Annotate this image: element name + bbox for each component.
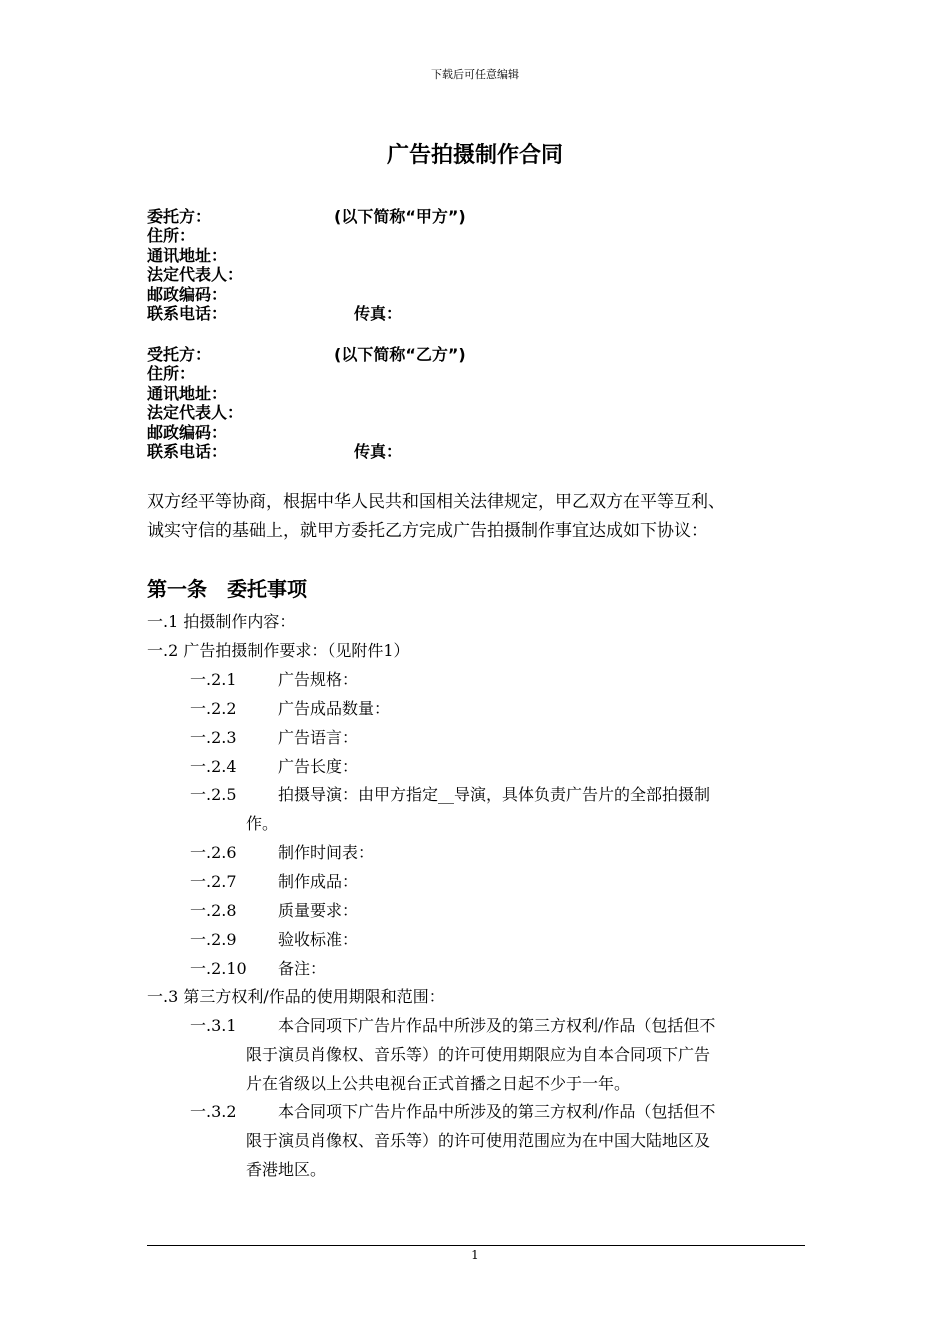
clause-1-3-2-line-1: 本合同项下广告片作品中所涉及的第三方权利/作品（包括但不 [278,1102,716,1121]
party-a-fax-label: 传真： [354,303,403,323]
party-a-postcode-label: 邮政编码： [147,284,228,304]
party-b-legal-rep-label: 法定代表人： [147,403,244,423]
clause-1-2-7-number: 一.2.7 [190,872,237,891]
party-a-block [147,207,466,323]
clause-1-2-2-text: 广告成品数量： [278,699,391,718]
article-1-title: 第一条 委托事项 [147,577,307,601]
party-a-residence-label: 住所： [147,226,196,246]
clause-1-2-5-number: 一.2.5 [190,785,237,804]
party-a-role: 委托方： [147,207,212,226]
clause-1-2-3-number: 一.2.3 [190,728,237,747]
party-b-role: 受托方： [147,345,212,364]
intro-line-2: 诚实守信的基础上，就甲方委托乙方完成广告拍摄制作事宜达成如下协议： [147,521,708,541]
clause-1-2-9-number: 一.2.9 [190,930,237,949]
party-a-phone-label: 联系电话： [147,303,228,323]
document-title: 广告拍摄制作合同 [386,143,563,168]
party-a-alias: (以下简称“甲方”) [334,207,466,226]
clause-1-3-2-line-3: 香港地区。 [246,1160,327,1179]
footer-divider [147,1245,805,1246]
clause-1-2-3-text: 广告语言： [278,728,359,747]
party-a-legal-rep-label: 法定代表人： [147,265,244,285]
clause-1-1: 一.1 拍摄制作内容： [147,612,296,631]
clause-1-2-1-text: 广告规格： [278,670,359,689]
clause-1-2-8-number: 一.2.8 [190,901,237,920]
clause-1-2-5-continuation: 作。 [246,814,279,833]
party-b-residence-label: 住所： [147,364,196,384]
clause-1-3: 一.3 第三方权利/作品的使用期限和范围： [147,987,445,1006]
header-note: 下载后可任意编辑 [431,68,519,81]
party-b-fax-label: 传真： [354,441,403,461]
clause-1-3-2-number: 一.3.2 [190,1102,237,1121]
party-b-block [147,345,466,461]
clause-1-3-1-line-3: 片在省级以上公共电视台正式首播之日起不少于一年。 [246,1074,631,1093]
clause-1-3-1-number: 一.3.1 [190,1016,237,1035]
clause-1-2-2-number: 一.2.2 [190,699,237,718]
clause-1-2-7-text: 制作成品： [278,872,359,891]
party-b-alias: (以下简称“乙方”) [334,345,466,364]
party-b-phone-label: 联系电话： [147,441,228,461]
intro-line-1: 双方经平等协商，根据中华人民共和国相关法律规定，甲乙双方在平等互利、 [147,492,725,512]
clause-1-2-10-number: 一.2.10 [190,959,247,978]
clause-1-2-8-text: 质量要求： [278,901,359,920]
party-b-postcode-label: 邮政编码： [147,422,228,442]
clause-1-2-1-number: 一.2.1 [190,670,237,689]
clause-1-2-10-text: 备注： [278,959,327,978]
clause-1-3-1-line-2: 限于演员肖像权、音乐等）的许可使用期限应为自本合同项下广告 [246,1045,711,1064]
clause-1-2-6-number: 一.2.6 [190,843,237,862]
page-number: 1 [471,1248,479,1262]
party-a-address-label: 通讯地址： [147,245,228,265]
clause-1-3-2-line-2: 限于演员肖像权、音乐等）的许可使用范围应为在中国大陆地区及 [246,1131,711,1150]
clause-1-2-5-text: 拍摄导演：由甲方指定__导演，具体负责广告片的全部拍摄制 [278,785,711,804]
clause-1-2: 一.2 广告拍摄制作要求：（见附件1） [147,641,410,660]
clause-1-2-6-text: 制作时间表： [278,843,375,862]
clause-1-2-4-number: 一.2.4 [190,757,237,776]
clause-1-2-4-text: 广告长度： [278,757,359,776]
party-b-address-label: 通讯地址： [147,383,228,403]
clause-1-2-9-text: 验收标准： [278,930,359,949]
clause-1-3-1-line-1: 本合同项下广告片作品中所涉及的第三方权利/作品（包括但不 [278,1016,716,1035]
